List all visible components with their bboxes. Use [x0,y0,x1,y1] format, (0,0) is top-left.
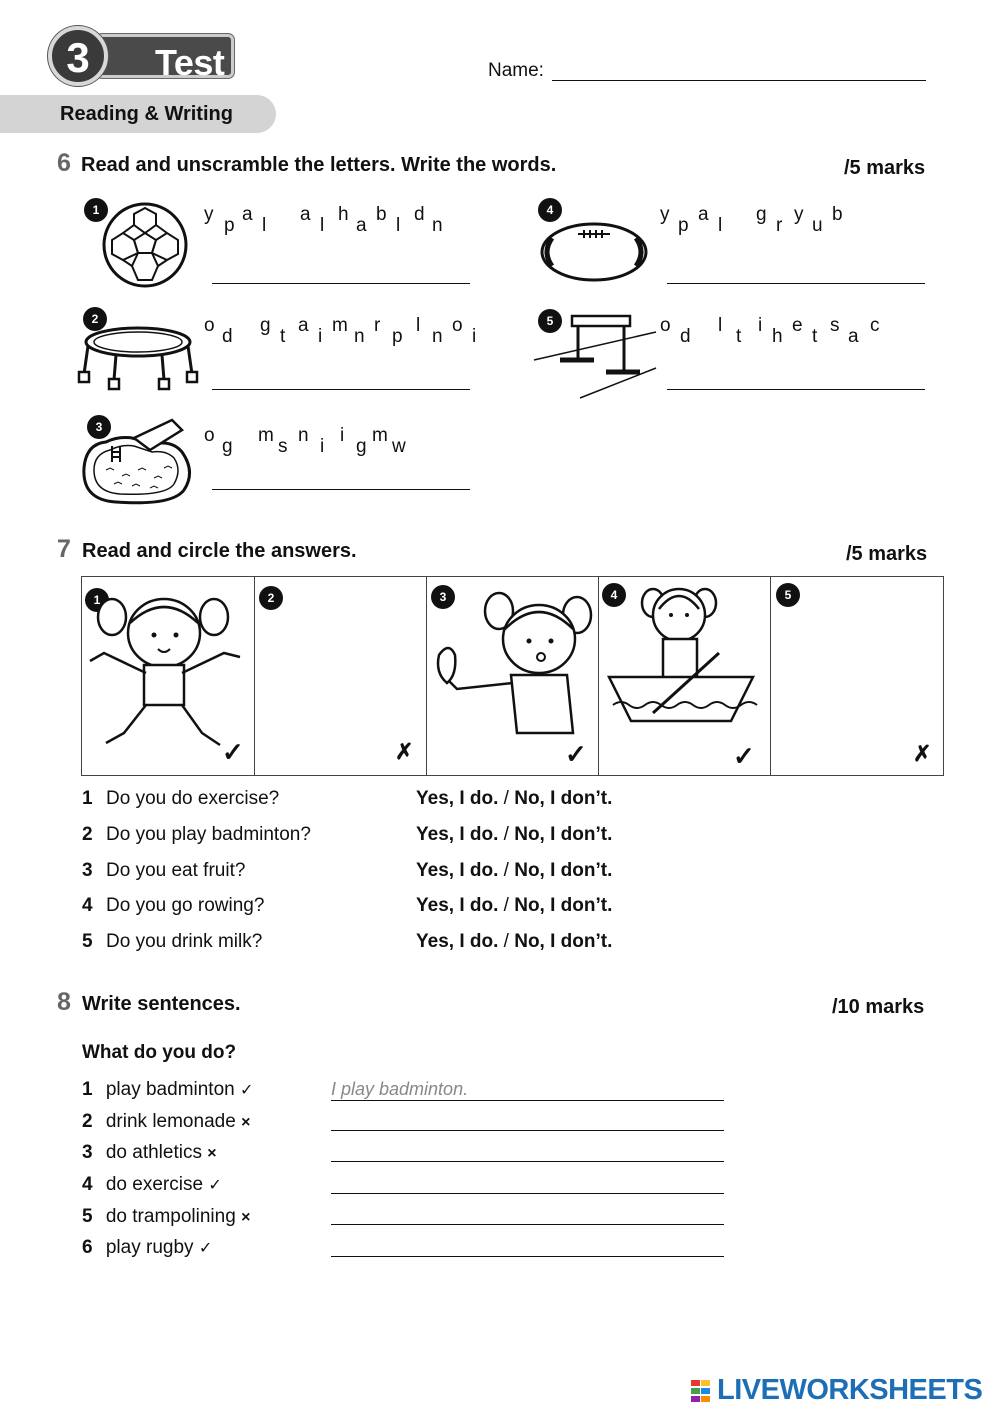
letter: p [224,215,235,236]
letter: p [392,326,403,347]
ex6-item-number: 1 [84,198,108,222]
letter: a [242,204,253,225]
ex8-item [82,1237,212,1259]
item-text: do athletics [105,1142,202,1163]
ex8-item [82,1111,250,1133]
letter: o [660,315,671,336]
ex8-answer-line[interactable] [331,1161,724,1162]
ex6-item-number: 3 [87,415,111,439]
letter: b [376,204,387,225]
letter: l [396,215,401,236]
question-text: Do you eat fruit? [106,860,246,881]
hurdle-icon [530,310,662,402]
logo-grid-icon [691,1380,711,1402]
letter: p [678,215,689,236]
ex6-answer-line-2[interactable] [212,389,470,390]
letter: a [848,326,859,347]
ex6-answer-line-1[interactable] [212,283,470,284]
letter: o [452,315,463,336]
ex7-question-row [82,788,682,810]
ex7-picture-panel [81,576,944,776]
letter: w [392,436,406,457]
football-icon [100,200,190,290]
ex8-title: Write sentences. [82,993,241,1015]
ex7-question-row [82,895,682,917]
letter: r [374,315,381,336]
letter: l [262,215,267,236]
letter: a [300,204,311,225]
item-text: do trampolining [105,1206,236,1227]
letter: y [204,204,214,225]
ex6-scrambled-letters-4 [660,202,890,242]
brand-name: LIVEWORKSHEETS [717,1374,983,1406]
item-number: 5 [82,1206,93,1227]
question-text: Do you drink milk? [106,931,263,952]
ex6-item-number: 5 [538,309,562,333]
item-number: 1 [82,1079,93,1100]
answer-yes[interactable]: Yes, I do. [416,860,499,881]
ex8-item [82,1142,217,1164]
question-number: 4 [82,895,93,916]
ex7-cell-number: 2 [259,586,283,610]
letter: e [792,315,803,336]
ex6-scrambled-letters-2 [204,313,494,353]
answer-yes[interactable]: Yes, I do. [416,788,499,809]
tick-icon: ✓ [208,1177,222,1194]
ex7-cell [427,577,599,775]
item-number: 2 [82,1111,93,1132]
ex8-answer-example[interactable]: I play badminton. [331,1079,724,1101]
item-number: 3 [82,1142,93,1163]
question-text: Do you do exercise? [106,788,280,809]
letter: i [472,326,477,347]
letter: n [432,326,443,347]
ex8-answer-line[interactable] [331,1224,724,1225]
letter: h [772,326,783,347]
ex6-answer-line-3[interactable] [212,489,470,490]
answer-no[interactable]: No, I don’t. [514,931,613,952]
answer-no[interactable]: No, I don’t. [514,824,613,845]
girl-exercising-icon [84,583,252,755]
answer-options [416,895,612,917]
tick-icon: ✓ [240,1082,254,1099]
ex7-mark: ✗ [913,741,932,766]
letter: l [320,215,325,236]
letter: g [222,436,233,457]
answer-no[interactable]: No, I don’t. [514,895,613,916]
ex7-mark: ✓ [565,739,587,769]
letter: d [680,326,691,347]
letter: t [812,326,818,347]
letter: n [432,215,443,236]
ex7-mark: ✗ [395,739,414,764]
ex7-cell [599,577,771,775]
name-input-line[interactable] [552,80,926,81]
ex8-answer-line[interactable] [331,1193,724,1194]
ex6-number: 6 [57,149,71,177]
ex6-title: Read and unscramble the letters. Write the words. [81,154,557,176]
letter: b [832,204,843,225]
ex6-item-number: 4 [538,198,562,222]
ex8-number: 8 [57,988,71,1016]
letter: t [280,326,286,347]
answer-separator: / [503,788,515,809]
answer-options [416,931,612,953]
badge-number: 3 [66,34,90,81]
ex6-scrambled-letters-1 [204,202,464,242]
girl-eating-banana-icon [427,583,597,751]
swimming-pool-icon [76,416,200,508]
item-text: play badminton [105,1079,235,1100]
badge-title: Test [155,42,225,83]
section-title: Reading & Writing [60,103,233,125]
ex6-marks: /5 marks [844,157,926,179]
item-text: play rugby [105,1237,194,1258]
ex7-cell [82,577,255,775]
ex8-answer-line[interactable] [331,1256,724,1257]
ex8-marks: /10 marks [832,996,925,1018]
answer-options [416,788,612,810]
letter: s [830,315,840,336]
question-number: 1 [82,788,93,809]
answer-yes[interactable]: Yes, I do. [416,824,499,845]
ex7-cell [255,577,427,775]
letter: a [356,215,367,236]
ex8-subtitle: What do you do? [82,1042,237,1063]
tick-icon: ✓ [198,1240,213,1257]
test-badge [48,26,236,86]
letter: g [756,204,767,225]
ex8-answer-line[interactable] [331,1130,724,1131]
ex7-cell-number: 1 [85,588,109,612]
item-number: 6 [82,1237,93,1258]
rugby-ball-icon [538,220,650,284]
answer-options [416,824,612,846]
answer-separator: / [503,931,515,952]
letter: m [258,425,274,446]
letter: i [340,425,345,446]
letter: m [372,425,388,446]
letter: g [260,315,271,336]
ex7-question-row [82,931,682,953]
letter: n [354,326,365,347]
ex7-question-row [82,824,682,846]
ex7-cell-number: 4 [602,583,626,607]
ex7-cell [771,577,943,775]
ex6-answer-line-4[interactable] [667,283,925,284]
letter: g [356,436,367,457]
letter: a [698,204,709,225]
question-number: 5 [82,931,93,952]
cross-icon: × [241,1209,251,1226]
answer-options [416,860,612,882]
letter: d [414,204,425,225]
question-text: Do you play badminton? [106,824,311,845]
letter: t [736,326,742,347]
ex8-item [82,1079,253,1101]
name-label: Name: [488,60,544,81]
cross-icon: × [207,1145,217,1162]
answer-separator: / [503,895,515,916]
badge-box [96,34,234,83]
letter: y [794,204,804,225]
letter: i [318,326,323,347]
letter: n [298,425,309,446]
ex6-item-number: 2 [83,307,107,331]
ex7-cell-number: 3 [431,585,455,609]
answer-separator: / [503,824,515,845]
item-text: drink lemonade [105,1111,236,1132]
question-number: 2 [82,824,93,845]
ex8-item [82,1206,250,1228]
letter: o [204,315,215,336]
ex6-scrambled-letters-5 [660,313,900,353]
letter: y [660,204,670,225]
letter: u [812,215,823,236]
letter: d [222,326,233,347]
letter: h [338,204,349,225]
letter: l [416,315,421,336]
answer-separator: / [503,860,515,881]
ex7-cell-number: 5 [776,583,800,607]
ex7-number: 7 [57,535,71,563]
ex6-scrambled-letters-3 [204,423,424,463]
answer-yes[interactable]: Yes, I do. [416,895,499,916]
letter: o [204,425,215,446]
letter: l [718,315,723,336]
letter: i [758,315,763,336]
ex7-question-row [82,860,682,882]
letter: m [332,315,348,336]
letter: s [278,436,288,457]
ex7-mark: ✓ [222,737,244,767]
cross-icon: × [241,1114,251,1131]
letter: a [298,315,309,336]
section-tab [0,95,276,133]
girl-rowing-icon [603,581,769,731]
question-text: Do you go rowing? [106,895,265,916]
item-number: 4 [82,1174,93,1195]
question-number: 3 [82,860,93,881]
answer-no[interactable]: No, I don’t. [514,860,613,881]
ex7-marks: /5 marks [846,543,928,565]
badge-number-circle [48,26,108,86]
ex8-item [82,1174,222,1196]
letter: c [870,315,880,336]
trampoline-icon [76,322,200,392]
answer-yes[interactable]: Yes, I do. [416,931,499,952]
item-text: do exercise [105,1174,204,1195]
letter: i [320,436,325,457]
letter: r [776,215,783,236]
ex6-answer-line-5[interactable] [667,389,925,390]
ex7-title: Read and circle the answers. [82,540,357,562]
answer-no[interactable]: No, I don’t. [514,788,613,809]
letter: l [718,215,723,236]
ex7-mark: ✓ [733,741,755,771]
